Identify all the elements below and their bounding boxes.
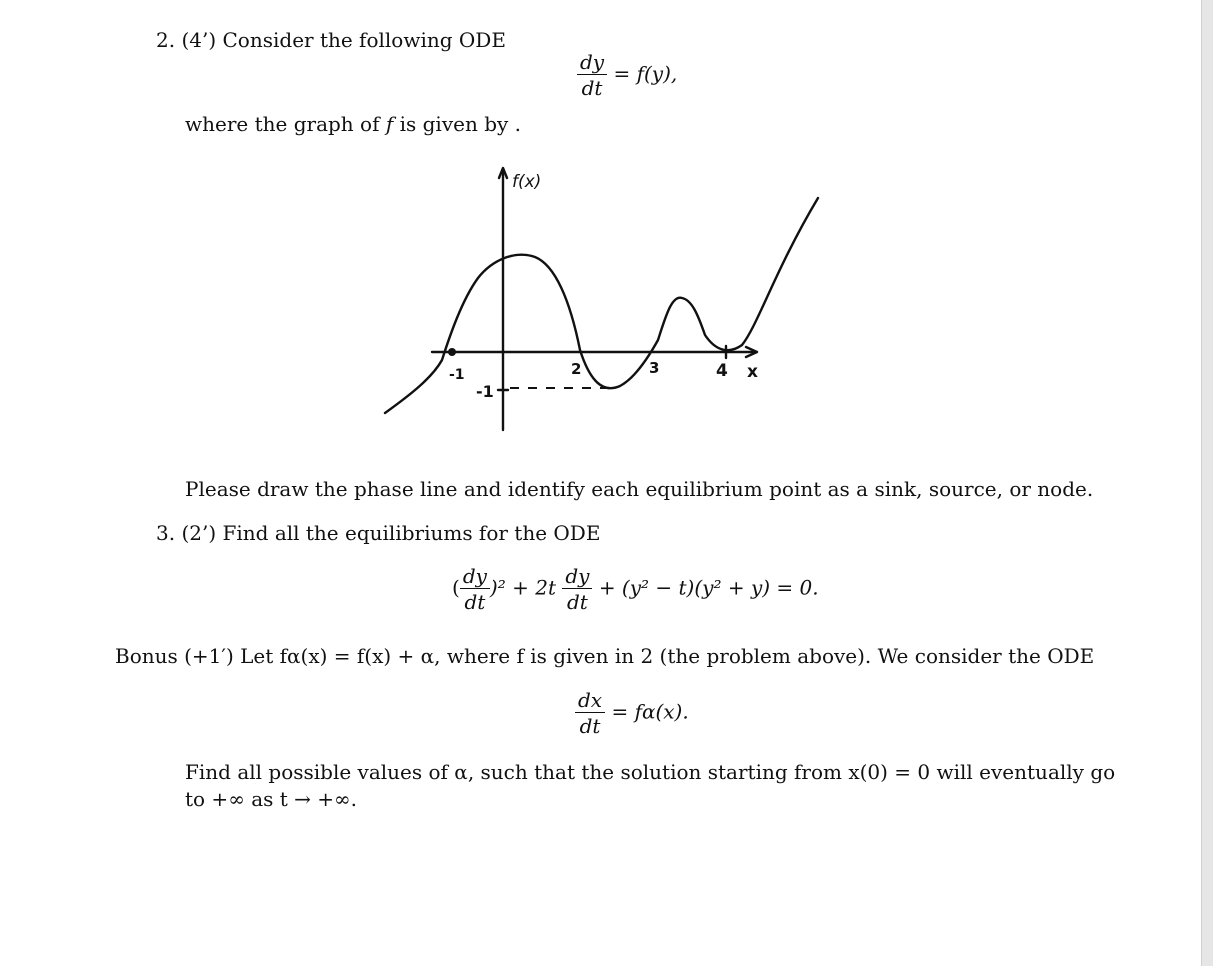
x-tick-label-2: 2 — [571, 360, 582, 378]
problem-3-points: (2’) — [181, 521, 217, 545]
bonus-label: Bonus — [115, 644, 178, 668]
bonus-text: Let fα(x) = f(x) + α, where f is given in 2 (the problem above). We consider the ODE — [240, 644, 1095, 668]
dy-dt-fraction-2: $\frac{dy}{dt}$ — [562, 566, 592, 612]
problem-2-number: 2. — [156, 28, 176, 52]
problem-3-header — [156, 521, 600, 545]
scrollbar[interactable] — [1201, 0, 1213, 966]
bonus-header — [115, 644, 1094, 668]
bonus-find-line-1: Find all possible values of α, such that the solution starting from x(0) = 0 will eventually go — [185, 760, 1116, 784]
dy-dt-fraction: $\frac{dy}{dt}$ — [577, 52, 607, 98]
bonus-points: (+1′) — [184, 644, 234, 668]
dy-dt-fraction-1: $\frac{dy}{dt}$ — [460, 566, 490, 612]
function-graph — [370, 150, 840, 445]
x-tick-label-3: 3 — [649, 359, 660, 377]
problem-2-where: where the graph of f is given by . — [185, 112, 522, 136]
zero-point-dot — [448, 348, 456, 356]
equation-rhs: = f(y), — [613, 61, 678, 86]
bonus-find-line-2: to +∞ as t → +∞. — [185, 787, 358, 811]
x-axis-label: x — [747, 362, 758, 382]
problem-2-equation — [577, 52, 677, 98]
problem-3-text: Find all the equilibriums for the ODE — [222, 521, 601, 545]
bonus-equation: $\frac{dx}{dt}$ = fα(x). — [575, 690, 689, 736]
y-axis-label: f(x) — [512, 172, 542, 192]
y-tick-label-minus1: -1 — [476, 382, 494, 401]
problem-3-number: 3. — [156, 521, 176, 545]
x-tick-label-4: 4 — [716, 361, 728, 381]
problem-3-equation: ( $\frac{dy}{dt}$ )² + 2t $\frac{dy}{dt}$ + (y² − t)(y² + y) = 0. — [452, 564, 819, 614]
problem-2-instruction: Please draw the phase line and identify each equilibrium point as a sink, source, or node. — [185, 477, 1094, 501]
problem-2-header — [156, 28, 506, 52]
dx-dt-fraction: $\frac{dx}{dt}$ — [575, 690, 605, 736]
problem-2-intro: Consider the following ODE — [222, 28, 506, 52]
x-tick-label-minus1: -1 — [449, 367, 465, 383]
problem-2-points: (4’) — [181, 28, 217, 52]
